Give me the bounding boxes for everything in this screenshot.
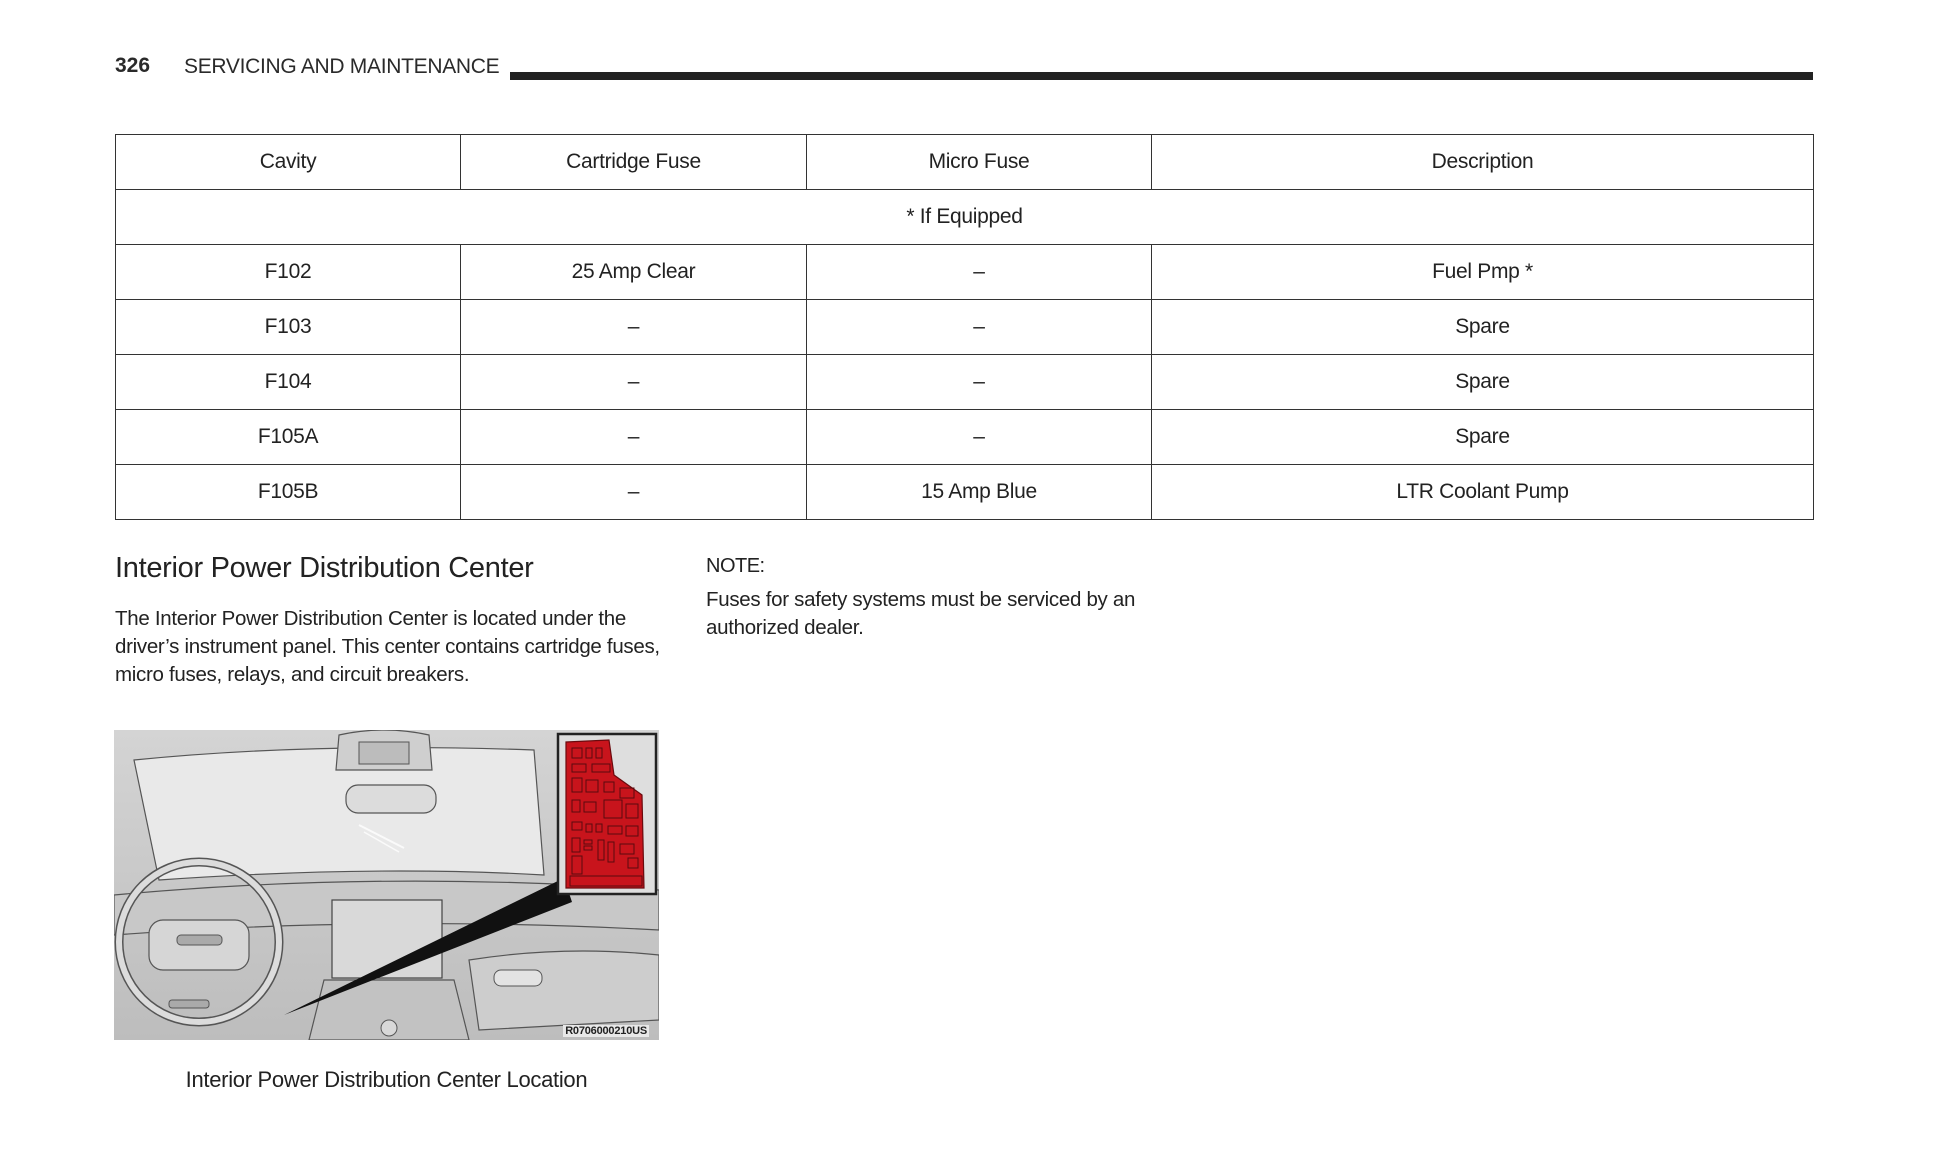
cavity-cell: F102 xyxy=(116,245,461,300)
micro-fuse-cell: – xyxy=(807,410,1152,465)
header-rule xyxy=(510,72,1813,80)
footnote-row xyxy=(116,190,1814,245)
cartridge-fuse-cell: 25 Amp Clear xyxy=(461,245,807,300)
note-text: Fuses for safety systems must be serviced by an authorized dealer. xyxy=(706,588,1136,639)
table-row xyxy=(116,300,1814,355)
image-code: R0706000210US xyxy=(565,1025,647,1037)
cavity-cell: F103 xyxy=(116,300,461,355)
micro-fuse-cell: – xyxy=(807,355,1152,410)
micro-fuse-cell: – xyxy=(807,245,1152,300)
table-row xyxy=(116,465,1814,520)
column-header-description: Description xyxy=(1152,135,1814,190)
dashboard-drawing xyxy=(114,730,659,1040)
cavity-cell: F104 xyxy=(116,355,461,410)
table-row xyxy=(116,410,1814,465)
cartridge-fuse-cell: – xyxy=(461,465,807,520)
table-row xyxy=(116,245,1814,300)
dashboard-illustration xyxy=(114,730,659,1040)
description-cell: Spare xyxy=(1152,355,1814,410)
column-header-micro-fuse: Micro Fuse xyxy=(807,135,1152,190)
description-cell: Spare xyxy=(1152,410,1814,465)
section-body: The Interior Power Distribution Center is located under the driver’s instrument panel. This center contains cartridge fuses, micro fuses, relays, and circuit breakers. xyxy=(115,607,660,686)
column-header-cartridge-fuse: Cartridge Fuse xyxy=(461,135,807,190)
section-title: SERVICING AND MAINTENANCE xyxy=(184,55,500,78)
section-heading: Interior Power Distribution Center xyxy=(115,552,534,584)
cavity-cell: F105A xyxy=(116,410,461,465)
description-cell: Spare xyxy=(1152,300,1814,355)
footnote-cell: * If Equipped xyxy=(116,190,1814,245)
column-header-cavity: Cavity xyxy=(116,135,461,190)
cartridge-fuse-cell: – xyxy=(461,355,807,410)
cartridge-fuse-cell: – xyxy=(461,410,807,465)
description-cell: Fuel Pmp * xyxy=(1152,245,1814,300)
cartridge-fuse-cell: – xyxy=(461,300,807,355)
table-row xyxy=(116,355,1814,410)
page-number: 326 xyxy=(115,54,151,77)
description-cell: LTR Coolant Pump xyxy=(1152,465,1814,520)
table-header-row xyxy=(116,135,1814,190)
note-label: NOTE: xyxy=(706,555,765,577)
micro-fuse-cell: 15 Amp Blue xyxy=(807,465,1152,520)
figure-caption: Interior Power Distribution Center Location xyxy=(185,1067,588,1092)
fuse-table xyxy=(115,134,1814,520)
micro-fuse-cell: – xyxy=(807,300,1152,355)
cavity-cell: F105B xyxy=(116,465,461,520)
